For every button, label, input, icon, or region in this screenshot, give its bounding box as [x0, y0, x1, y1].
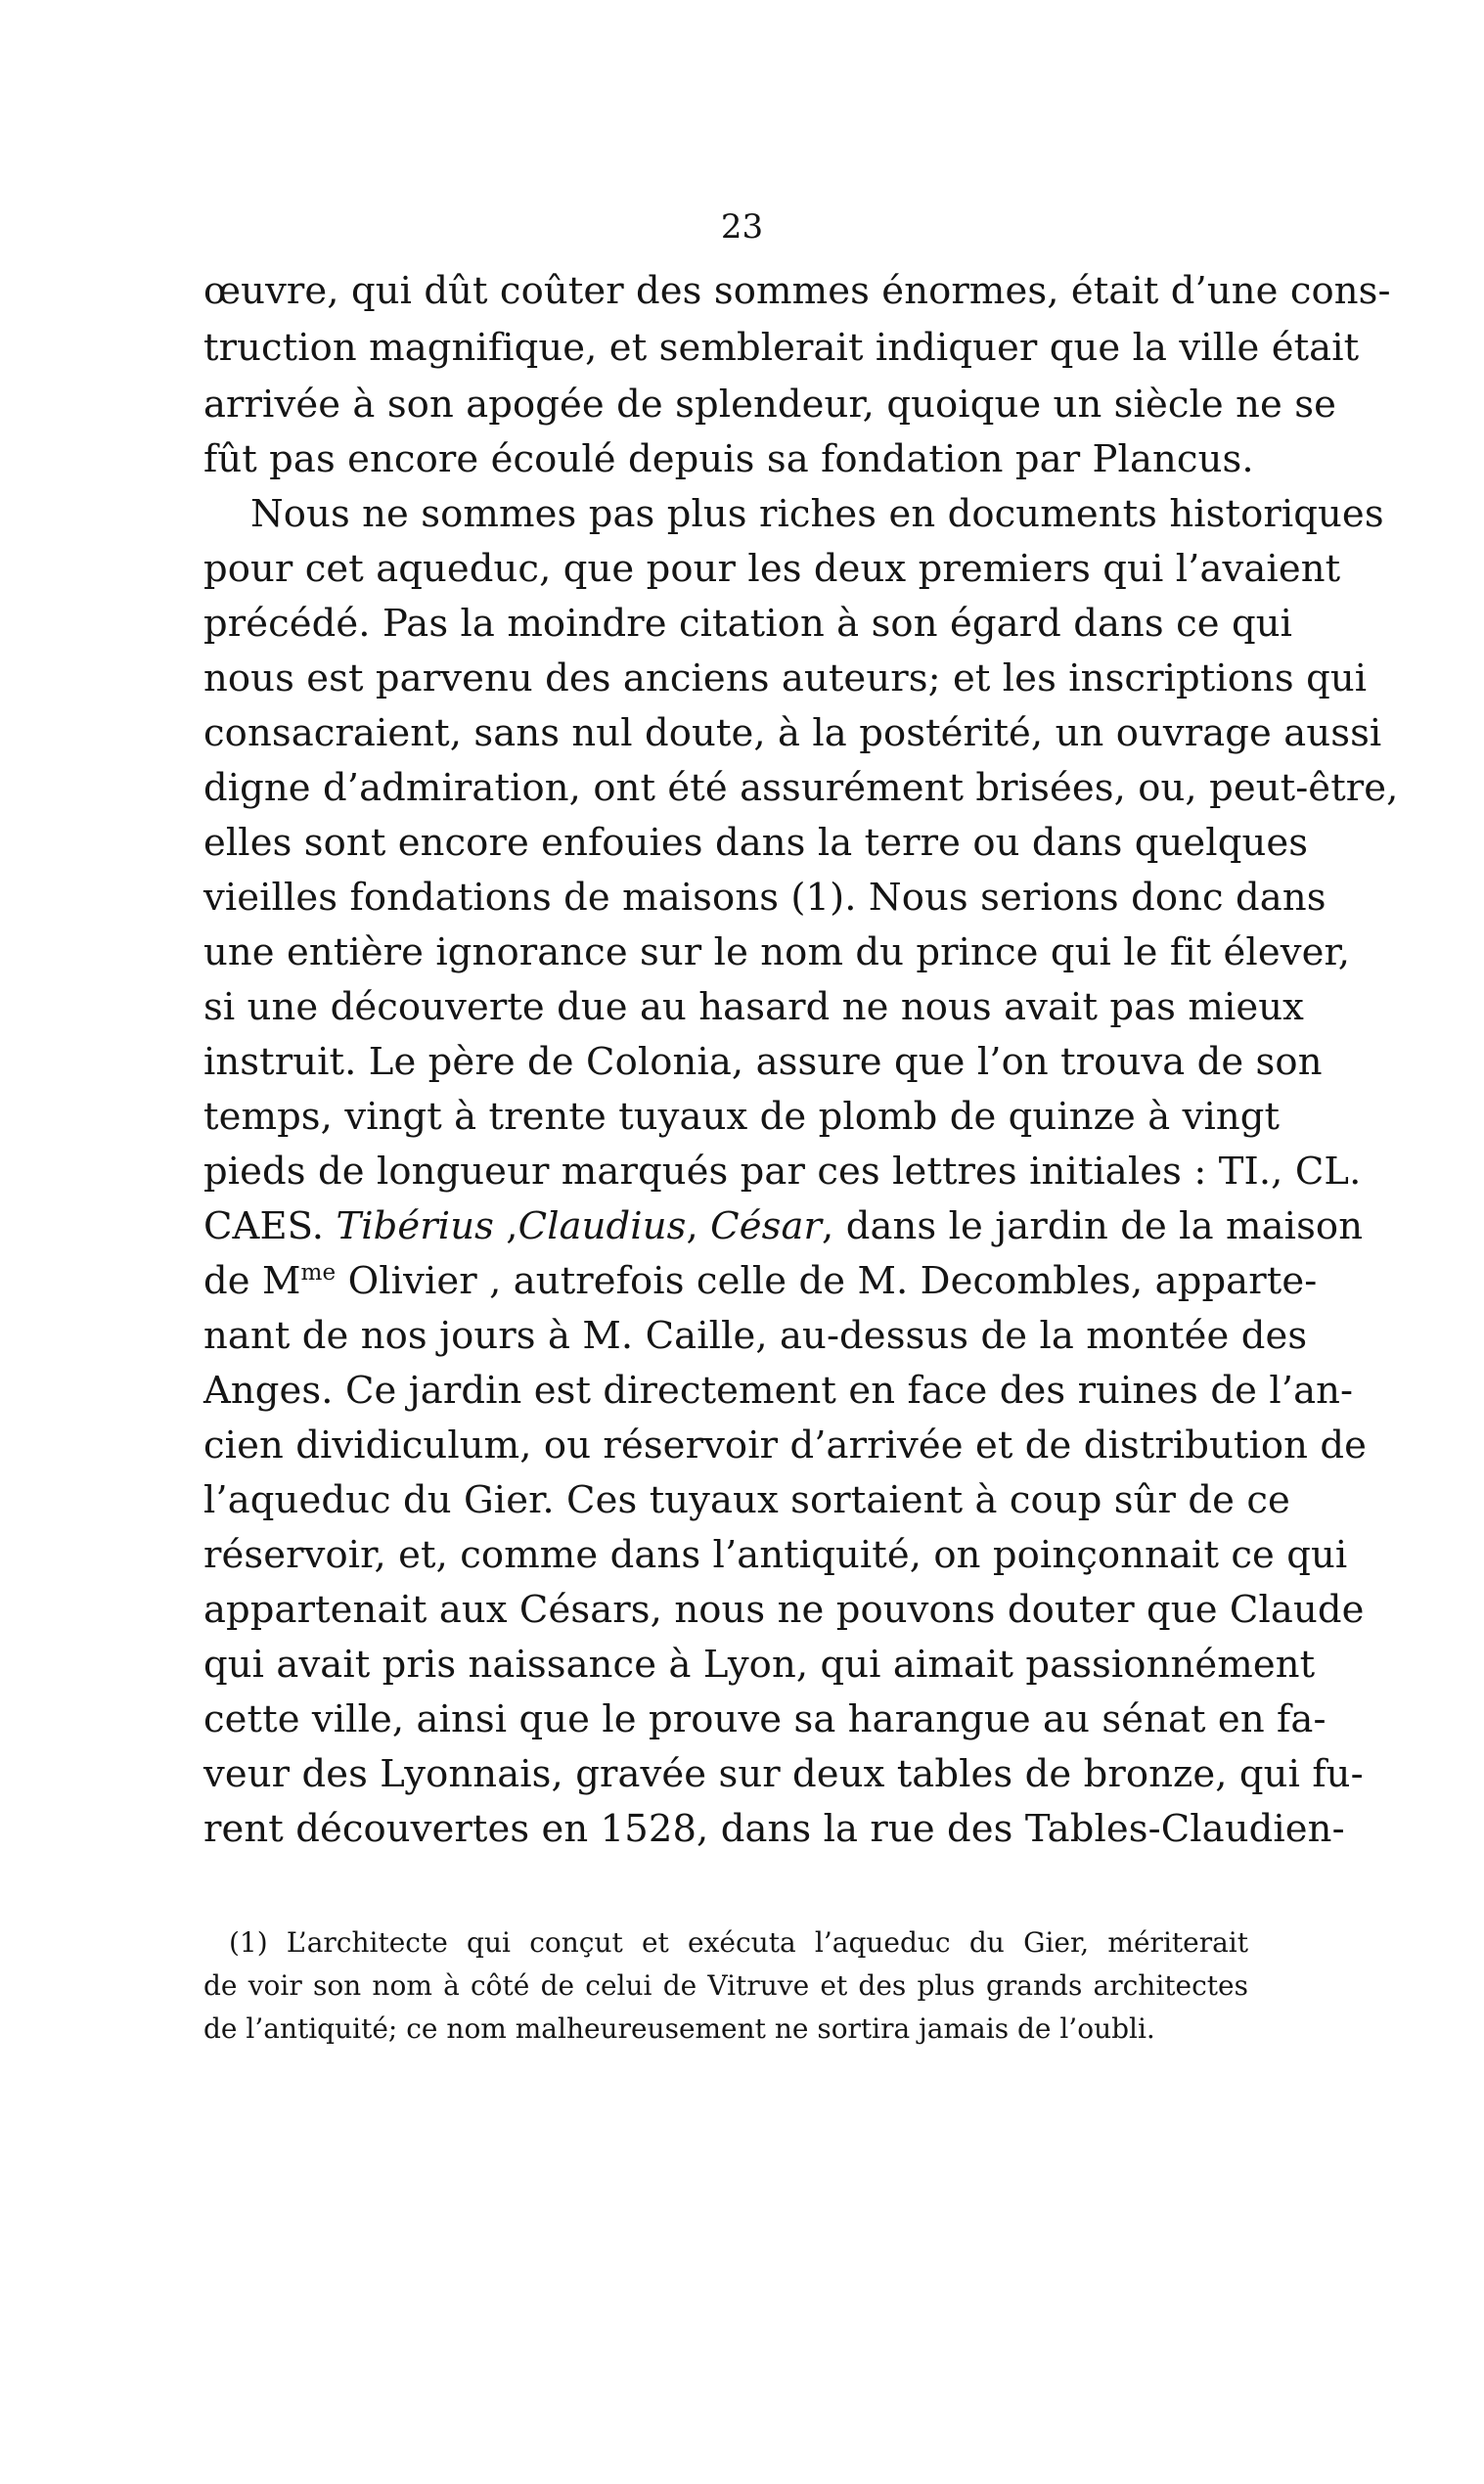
text-line: si une découverte due au hasard ne nous avait pas mieux — [203, 985, 1304, 1029]
text-line: Anges. Ce jardin est directement en face des ruines de l’an- — [203, 1369, 1354, 1413]
text-line: une entière ignorance sur le nom du prince qui le fit élever, — [203, 930, 1351, 974]
separator: , — [686, 1204, 711, 1248]
footnote-line: de l’antiquité; ce nom malheureusement ne sortira jamais de l’oubli. — [203, 2012, 1155, 2045]
text-line: temps, vingt à trente tuyaux de plomb de quinze à vingt — [203, 1095, 1281, 1139]
text-line: digne d’admiration, ont été assurément brisées, ou, peut-être, — [203, 766, 1399, 810]
text-line: l’aqueduc du Gier. Ces tuyaux sortaient à coup sûr de ce — [203, 1478, 1290, 1522]
separator: , — [493, 1204, 518, 1248]
text-span: , dans le jardin de la maison — [822, 1204, 1364, 1248]
text-line: vieilles fondations de maisons (1). Nous serions donc dans — [203, 876, 1327, 920]
text-span: de M — [203, 1259, 301, 1303]
text-line: fût pas encore écoulé depuis sa fondation par Plancus. — [203, 437, 1254, 481]
italic-name: Claudius — [517, 1204, 687, 1248]
text-line: rent découvertes en 1528, dans la rue des Tables-Claudien- — [203, 1807, 1345, 1851]
footnote-line: (1) L’architecte qui conçut et exécuta l’aqueduc du Gier, mériterait — [229, 1926, 1248, 1959]
text-line: nous est parvenu des anciens auteurs; et les inscriptions qui — [203, 656, 1368, 700]
text-line: œuvre, qui dût coûter des sommes énormes, était d’une cons- — [203, 269, 1391, 313]
text-line: pour cet aqueduc, que pour les deux premiers qui l’avaient — [203, 547, 1341, 591]
text-span: Olivier , autrefois celle de M. Decombles, apparte- — [336, 1259, 1318, 1303]
paragraph-start-line: Nous ne sommes pas plus riches en documents historiques — [250, 492, 1384, 536]
text-line-with-superscript — [203, 1258, 1318, 1305]
text-line: nant de nos jours à M. Caille, au-dessus de la montée des — [203, 1314, 1308, 1358]
text-line-with-italics — [203, 1203, 1364, 1250]
text-line: précédé. Pas la moindre citation à son égard dans ce qui — [203, 602, 1293, 646]
text-line: réservoir, et, comme dans l’antiquité, on poinçonnait ce qui — [203, 1533, 1348, 1577]
superscript: me — [300, 1260, 337, 1287]
text-line: elles sont encore enfouies dans la terre ou dans quelques — [203, 821, 1309, 865]
text-line: qui avait pris naissance à Lyon, qui aimait passionnément — [203, 1643, 1316, 1687]
text-line: truction magnifique, et semblerait indiquer que la ville était — [203, 326, 1360, 370]
text-line: arrivée à son apogée de splendeur, quoique un siècle ne se — [203, 383, 1336, 427]
text-line: veur des Lyonnais, gravée sur deux tables de bronze, qui fu- — [203, 1752, 1364, 1796]
text-line: instruit. Le père de Colonia, assure que l’on trouva de son — [203, 1040, 1323, 1084]
text-line: cien dividiculum, ou réservoir d’arrivée et de distribution de — [203, 1423, 1368, 1468]
italic-name: César — [710, 1204, 823, 1248]
page-number: 23 — [720, 207, 764, 247]
text-line: cette ville, ainsi que le prouve sa harangue au sénat en fa- — [203, 1697, 1327, 1741]
footnote-line: de voir son nom à côté de celui de Vitruve et des plus grands architectes — [203, 1969, 1248, 2002]
abbrev-caes: CAES. — [203, 1204, 325, 1248]
text-line: pieds de longueur marqués par ces lettres initiales : TI., CL. — [203, 1150, 1362, 1194]
text-line: appartenait aux Césars, nous ne pouvons douter que Claude — [203, 1588, 1365, 1632]
text-line: consacraient, sans nul doute, à la postérité, un ouvrage aussi — [203, 711, 1382, 755]
italic-name: Tibérius — [336, 1204, 494, 1248]
